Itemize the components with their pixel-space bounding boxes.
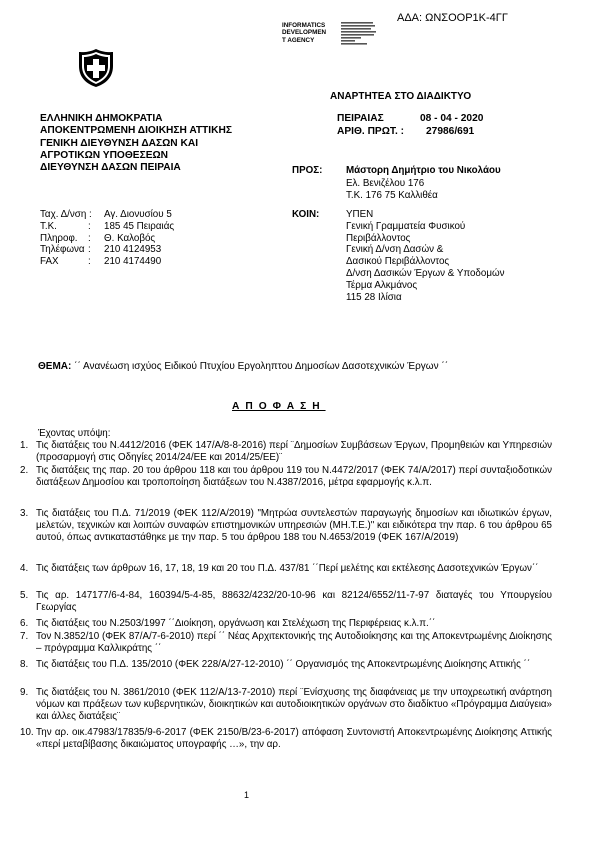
sender-line: ΔΙΕΥΘΥΝΣΗ ΔΑΣΩΝ ΠΕΙΡΑΙΑ: [40, 162, 181, 174]
item-number: 3.: [20, 508, 29, 519]
contact-sep: :: [88, 232, 91, 244]
list-item: [20, 590, 552, 614]
logo-line: INFORMATICS: [282, 22, 326, 29]
place: ΠΕΙΡΑΙΑΣ: [337, 113, 384, 124]
contact-value: Αγ. Διονυσίου 5: [104, 209, 172, 220]
item-text: Τις διατάξεις του Π.Δ. 135/2010 (ΦΕΚ 228/Α/27-12-2010) ΄΄ Οργανισμός της Αποκεντρωμένης Διοίκησης Αττικής ΄΄: [36, 659, 531, 670]
contact-label: Τ.Κ.: [40, 220, 57, 232]
item-number: 9.: [20, 687, 29, 698]
contact-label: FAX: [40, 256, 59, 268]
cc-line: ΥΠΕΝ: [346, 209, 374, 220]
contact-row: [40, 221, 280, 233]
item-number: 5.: [20, 590, 29, 601]
page-number: 1: [244, 790, 250, 800]
cc-block: [346, 209, 505, 303]
item-text: Τις διατάξεις του Π.Δ. 71/2019 (ΦΕΚ 112/Α/2019) "Μητρώα συντελεστών παραγωγής δημοσίων και ιδιωτικών έργων, μελετών, τεχνικών και λοιπών συναφών επιστημονικών υπηρεσιών (ΜΗ.Τ.Ε.)" και ειδικότερα την παρ. 6 του άρθρου 65 αυτού, όπως αντικαταστάθηκε με την παρ. 5 του άρθρου 188 του Ν.4653/2019 (ΦΕΚ 167/Α/2019): [36, 508, 552, 543]
informatics-logo: [282, 22, 326, 44]
sender-line: ΑΓΡΟΤΙΚΩΝ ΥΠΟΘΕΣΕΩΝ: [40, 149, 169, 161]
contact-sep: :: [88, 220, 91, 232]
protocol-label: ΑΡΙΘ. ΠΡΩΤ. :: [337, 126, 405, 137]
item-number: 1.: [20, 440, 29, 451]
contact-label: Πληροφ.: [40, 232, 78, 244]
contact-value: 210 4174490: [104, 256, 162, 268]
logo-line: DEVELOPMEN: [282, 29, 327, 37]
intro-text: Έχοντας υπόψη:: [38, 428, 111, 439]
item-text: Τις διατάξεις του Ν.4412/2016 (ΦΕΚ 147/Α/8-8-2016) περί ¨Δημοσίων Συμβάσεων Έργων, Προμηθειών και Υπηρεσιών (προσαρμογή στις Οδηγίες 2014/24/ΕΕ και 2014/25/ΕΕ)¨: [36, 440, 552, 463]
contact-value: 210 4124953: [104, 244, 162, 256]
cc-label: ΚΟΙΝ:: [292, 209, 320, 220]
list-item: [20, 440, 552, 464]
contact-sep: :: [88, 244, 91, 256]
to-address-line: Τ.Κ. 176 75 Καλλιθέα: [346, 189, 438, 201]
contact-block: [40, 209, 280, 268]
item-text: Τις αρ. 147177/6-4-84, 160394/5-4-85, 88632/4232/20-10-96 και 82124/6552/11-7-97 διαταγές του Υπουργείου Γεωργίας: [36, 590, 552, 613]
item-text: Την αρ. οικ.47983/17835/9-6-2017 (ΦΕΚ 2150/Β/23-6-2017) απόφαση Συντονιστή Αποκεντρωμένης Διοίκησης Αττικής «περί μεταβίβασης δικαιώματος υπογραφής …», την αρ.: [36, 727, 552, 750]
decision-title: ΑΠΟΦΑΣΗ: [232, 401, 326, 412]
sender-line: ΕΛΛΗΝΙΚΗ ΔΗΜΟΚΡΑΤΙΑ: [40, 113, 163, 124]
item-text: Τις διατάξεις των άρθρων 16, 17, 18, 19 και 20 του Π.Δ. 437/81 ΄΄Περί μελέτης και εκτέλεσης Δασοτεχνικών Έργων΄΄: [36, 563, 539, 574]
contact-value: 185 45 Πειραιάς: [104, 220, 175, 232]
sender-line: ΓΕΝΙΚΗ ΔΙΕΥΘΥΝΣΗ ΔΑΣΩΝ ΚΑΙ: [40, 137, 199, 149]
cc-line: 115 28 Ιλίσια: [346, 291, 402, 303]
protocol-number: 27986/691: [426, 126, 475, 137]
list-item: [20, 631, 552, 655]
item-number: 7.: [20, 631, 29, 642]
list-item: [20, 618, 552, 630]
subject-label: ΘΕΜΑ:: [38, 361, 72, 372]
date: 08 - 04 - 2020: [420, 113, 484, 124]
contact-row: [40, 244, 280, 256]
contact-sep: :: [88, 256, 91, 268]
contact-value: Θ. Καλοβός: [104, 232, 156, 244]
list-item: [20, 563, 552, 575]
item-number: 8.: [20, 659, 29, 670]
list-item: [20, 727, 552, 751]
list-item: [20, 687, 552, 722]
list-item: [20, 465, 552, 489]
subject: [38, 361, 448, 372]
contact-row: [40, 209, 280, 221]
list-item: [20, 659, 552, 671]
logo-line: T AGENCY: [282, 36, 315, 44]
to-name: Μάστορη Δημήτριο του Νικολάου: [346, 165, 501, 176]
logo-fine-print-icon: [341, 22, 377, 48]
cc-line: Γενική Γραμματεία Φυσικού: [346, 220, 466, 232]
item-text: Τις διατάξεις του Ν. 3861/2010 (ΦΕΚ 112/Α/13-7-2010) περί ¨Ενίσχυσης της διαφάνειας με την υποχρεωτική ανάρτηση νόμων και πράξεων των κυβερνητικών, διοικητικών και αυτοδιοικητικών οργάνων στο διαδίκτυο «Πρόγραμμα Διαύγεια» και άλλες διατάξεις¨: [36, 687, 552, 722]
item-number: 2.: [20, 465, 29, 476]
ada-code: ΑΔΑ: ΩΝΣΟΟΡ1Κ-4ΓΓ: [397, 12, 508, 24]
contact-label: Τηλέφωνα: [40, 244, 85, 256]
cc-line: Τέρμα Αλκμάνος: [346, 279, 418, 291]
to-address: [346, 178, 438, 202]
to-label: ΠΡΟΣ:: [292, 165, 323, 176]
to-address-line: Ελ. Βενιζέλου 176: [346, 178, 425, 189]
item-number: 6.: [20, 618, 29, 629]
list-item: [20, 508, 552, 543]
cc-line: Περιβάλλοντος: [346, 232, 411, 244]
subject-text: ΄΄ Ανανέωση ισχύος Ειδικού Πτυχίου Εργοληπτου Δημοσίων Δασοτεχνικών Έργων ΄΄: [71, 361, 449, 372]
contact-row: [40, 256, 280, 268]
item-text: Τις διατάξεις του Ν.2503/1997 ΄΄Διοίκηση, οργάνωση και Στελέχωση της Περιφέρειας κ.λ.π.΄΄: [36, 618, 436, 629]
sender-line: ΑΠΟΚΕΝΤΡΩΜΕΝΗ ΔΙΟΙΚΗΣΗ ΑΤΤΙΚΗΣ: [40, 125, 232, 137]
item-text: Τις διατάξεις της παρ. 20 του άρθρου 118 και του άρθρου 119 του Ν.4472/2017 (ΦΕΚ 74/Α/2017) περί συνταξιοδοτικών διατάξεων Δημοσίου και τροποποίηση διατάξεων του Ν.4387/2016, μέτρα εφαρμογής κ.λ.π.: [36, 465, 552, 488]
item-number: 10.: [20, 727, 34, 738]
contact-row: [40, 233, 280, 245]
contact-label: Ταχ. Δ/νση :: [40, 209, 92, 220]
item-text: Τον Ν.3852/10 (ΦΕΚ 87/Α/7-6-2010) περί ΄΄ Νέας Αρχιτεκτονικής της Αυτοδιοίκησης και της Αποκεντρωμένης Διοίκησης – πρόγραμμα Καλλικράτης ΄΄: [36, 631, 552, 654]
sender-block: [40, 113, 232, 174]
cc-line: Γενική Δ/νση Δασών &: [346, 244, 444, 256]
cc-line: Δασικού Περιβάλλοντος: [346, 256, 450, 268]
item-number: 4.: [20, 563, 29, 574]
posted-label: ΑΝΑΡΤΗΤΕΑ ΣΤΟ ΔΙΑΔΙΚΤΥΟ: [330, 91, 472, 102]
greek-emblem-icon: [78, 48, 114, 93]
cc-line: Δ/νση Δασικών Έργων & Υποδομών: [346, 267, 505, 279]
